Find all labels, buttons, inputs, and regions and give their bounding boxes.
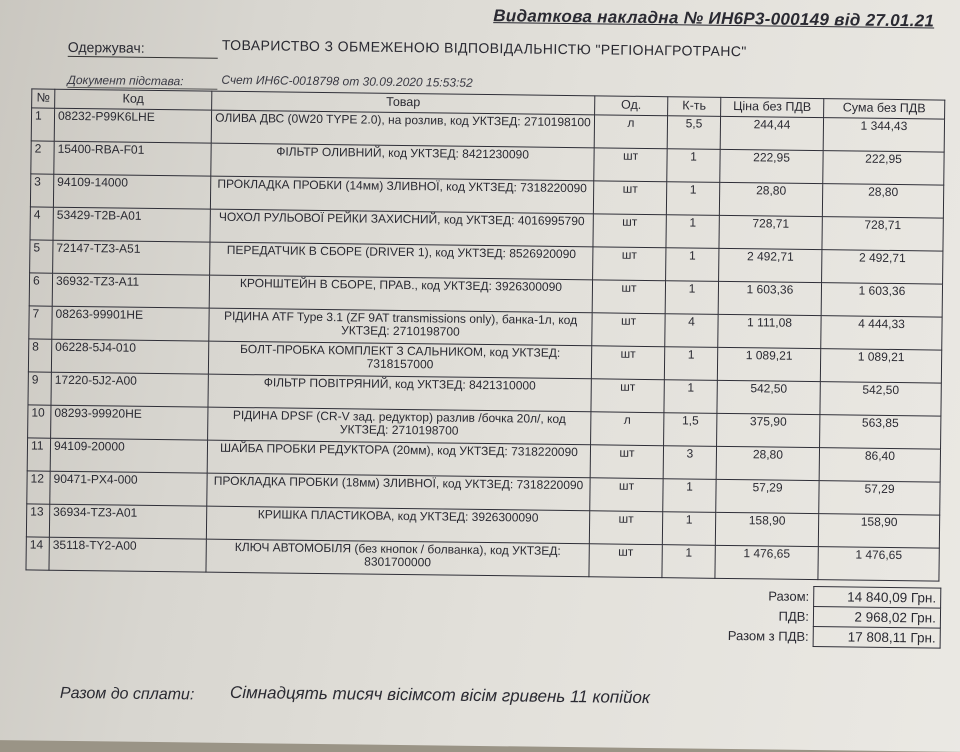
item-sum: 2 492,71 [822, 250, 943, 284]
recipient-name: ТОВАРИСТВО З ОБМЕЖЕНОЮ ВІДПОВІДАЛЬНІСТЮ "РЕГІОНАГРОТРАНС" [221, 36, 747, 60]
item-sum: 1 344,43 [823, 118, 944, 152]
item-code: 72147-TZ3-A51 [53, 240, 210, 275]
subtotal-value: 14 840,09 Грн. [814, 587, 941, 609]
item-code: 08232-P99K6LHE [54, 108, 211, 143]
item-unit: шт [594, 148, 667, 182]
payment-label: Разом до сплати: [59, 684, 195, 704]
item-price: 57,29 [716, 479, 819, 513]
items-table [25, 88, 945, 581]
row-number: 7 [29, 306, 52, 339]
item-price: 1 089,21 [717, 347, 820, 381]
vat-value: 2 968,02 Грн. [813, 607, 940, 629]
item-sum: 86,40 [819, 448, 940, 482]
item-name: ОЛИВА ДВС (0W20 TYPE 2.0), на розлив, код УКТЗЕД: 2710198100 [211, 110, 594, 148]
item-price: 1 603,36 [718, 281, 821, 315]
item-code: 35118-TY2-A00 [49, 537, 206, 572]
item-sum: 57,29 [819, 481, 940, 515]
item-unit: л [594, 115, 667, 149]
header-unit: Од. [595, 96, 668, 116]
item-code: 06228-5J4-010 [51, 339, 208, 374]
item-quantity: 5,5 [667, 116, 720, 150]
item-name: ПРОКЛАДКА ПРОБКИ (18мм) ЗЛИВНОЇ, код УКТЗЕД: 7318220090 [207, 473, 590, 511]
item-sum: 1 476,65 [818, 547, 939, 581]
item-quantity: 1 [662, 545, 715, 579]
item-code: 94109-14000 [53, 174, 210, 209]
item-price: 244,44 [720, 116, 823, 150]
item-code: 08263-99901HE [52, 306, 209, 341]
item-price: 728,71 [719, 215, 822, 249]
item-name: ШАЙБА ПРОБКИ РЕДУКТОРА (20мм), код УКТЗЕД: 7318220090 [207, 440, 590, 478]
item-quantity: 1,5 [664, 413, 717, 447]
recipient-label: Одержувач: [68, 39, 218, 59]
item-name: ФІЛЬТР ПОВІТРЯНИЙ, код УКТЗЕД: 8421310000 [208, 374, 591, 412]
row-number: 9 [28, 372, 51, 405]
total-row [617, 624, 941, 648]
item-quantity: 1 [666, 215, 719, 249]
item-sum: 1 089,21 [820, 349, 941, 383]
item-unit: шт [590, 445, 663, 479]
item-price: 28,80 [716, 446, 819, 480]
subtotal-label: Разом: [768, 588, 810, 604]
item-price: 222,95 [720, 149, 823, 183]
item-price: 28,80 [719, 182, 822, 216]
item-sum: 728,71 [822, 217, 943, 251]
row-number: 3 [30, 174, 53, 207]
item-name: РІДИНА ATF Type 3.1 (ZF 9AT transmissions only), банка-1л, код УКТЗЕД: 2710198700 [209, 308, 592, 346]
item-quantity: 3 [663, 446, 716, 480]
row-number: 2 [31, 141, 54, 174]
header-item: Товар [212, 91, 595, 115]
total-value: 17 808,11 Грн. [813, 627, 940, 649]
header-price: Ціна без ПДВ [721, 97, 824, 117]
item-code: 53429-T2B-A01 [53, 207, 210, 242]
totals-block [617, 584, 942, 649]
header-quantity: К-ть [668, 97, 721, 117]
item-quantity: 1 [663, 479, 716, 513]
item-code: 36934-TZ3-A01 [49, 504, 206, 539]
item-name: КРИШКА ПЛАСТИКОВА, код УКТЗЕД: 3926300090 [206, 506, 589, 544]
item-name: БОЛТ-ПРОБКА КОМПЛЕКТ З САЛЬНИКОМ, код УКТЗЕД: 7318157000 [208, 341, 591, 379]
item-sum: 158,90 [818, 514, 939, 548]
item-quantity: 1 [664, 380, 717, 414]
item-sum: 4 444,33 [821, 316, 942, 350]
row-number: 6 [29, 273, 52, 306]
item-price: 375,90 [717, 413, 820, 447]
item-quantity: 1 [662, 512, 715, 546]
item-quantity: 4 [665, 314, 718, 348]
row-number: 8 [28, 339, 51, 372]
item-unit: шт [592, 280, 665, 314]
row-number: 13 [26, 504, 49, 537]
row-number: 14 [26, 537, 49, 570]
row-number: 12 [27, 471, 50, 504]
item-code: 08293-99920HE [51, 405, 208, 440]
item-name: ПЕРЕДАТЧИК В СБОРЕ (DRIVER 1), код УКТЗЕД: 8526920090 [210, 242, 593, 280]
item-code: 94109-20000 [50, 438, 207, 473]
item-name: КРОНШТЕЙН В СБОРЕ, ПРАВ., код УКТЗЕД: 3926300090 [209, 275, 592, 313]
item-unit: шт [591, 379, 664, 413]
document-title: Видаткова накладна № ИН6Р3-000149 від 27.01.21 [493, 6, 935, 31]
item-name: ФІЛЬТР ОЛИВНИЙ, код УКТЗЕД: 8421230090 [211, 143, 594, 181]
item-quantity: 1 [665, 281, 718, 315]
item-code: 15400-RBA-F01 [54, 141, 211, 176]
item-name: КЛЮЧ АВТОМОБІЛЯ (без кнопок / болванка), код УКТЗЕД: 8301700000 [206, 539, 589, 577]
header-code: Код [55, 89, 212, 110]
row-number: 11 [27, 438, 50, 471]
row-number: 4 [30, 207, 53, 240]
payment-words: Сімнадцять тисяч вісімсот вісім гривень 11 копійок [229, 682, 651, 708]
total-label: Разом з ПДВ: [727, 627, 809, 644]
item-code: 36932-TZ3-A11 [52, 273, 209, 308]
item-name: ЧОХОЛ РУЛЬОВОЇ РЕЙКИ ЗАХИСНИЙ, код УКТЗЕД: 4016995790 [210, 209, 593, 247]
item-unit: шт [589, 511, 662, 545]
row-number: 10 [28, 405, 51, 438]
item-price: 1 476,65 [715, 545, 818, 579]
item-unit: шт [592, 313, 665, 347]
header-number: № [32, 89, 55, 108]
item-code: 90471-PX4-000 [50, 471, 207, 506]
item-code: 17220-5J2-A00 [51, 372, 208, 407]
item-unit: шт [593, 214, 666, 248]
item-quantity: 1 [666, 182, 719, 216]
item-unit: шт [589, 544, 662, 578]
item-name: РІДИНА DPSF (CR-V зад. редуктор) разлив /бочка 20л/, код УКТЗЕД: 2710198700 [208, 407, 591, 445]
row-number: 1 [31, 108, 54, 141]
item-quantity: 1 [664, 347, 717, 381]
row-number: 5 [30, 240, 53, 273]
item-unit: шт [590, 478, 663, 512]
item-sum: 222,95 [823, 151, 944, 185]
item-price: 2 492,71 [719, 248, 822, 282]
item-quantity: 1 [667, 149, 720, 183]
item-sum: 563,85 [820, 415, 941, 449]
basis-value: Счет ИН6С-0018798 от 30.09.2020 15:53:52 [221, 72, 473, 90]
item-sum: 1 603,36 [821, 283, 942, 317]
item-price: 158,90 [715, 512, 818, 546]
item-unit: шт [591, 346, 664, 380]
item-sum: 28,80 [822, 184, 943, 218]
item-unit: шт [593, 181, 666, 215]
item-unit: л [591, 412, 664, 446]
vat-label: ПДВ: [778, 608, 810, 624]
item-name: ПРОКЛАДКА ПРОБКИ (14мм) ЗЛИВНОЇ, код УКТЗЕД: 7318220090 [210, 176, 593, 214]
header-sum: Сума без ПДВ [824, 99, 945, 119]
item-price: 1 111,08 [718, 314, 821, 348]
item-unit: шт [593, 247, 666, 281]
item-sum: 542,50 [820, 382, 941, 416]
basis-label: Документ підстава: [67, 73, 217, 90]
item-price: 542,50 [717, 380, 820, 414]
item-quantity: 1 [666, 248, 719, 282]
